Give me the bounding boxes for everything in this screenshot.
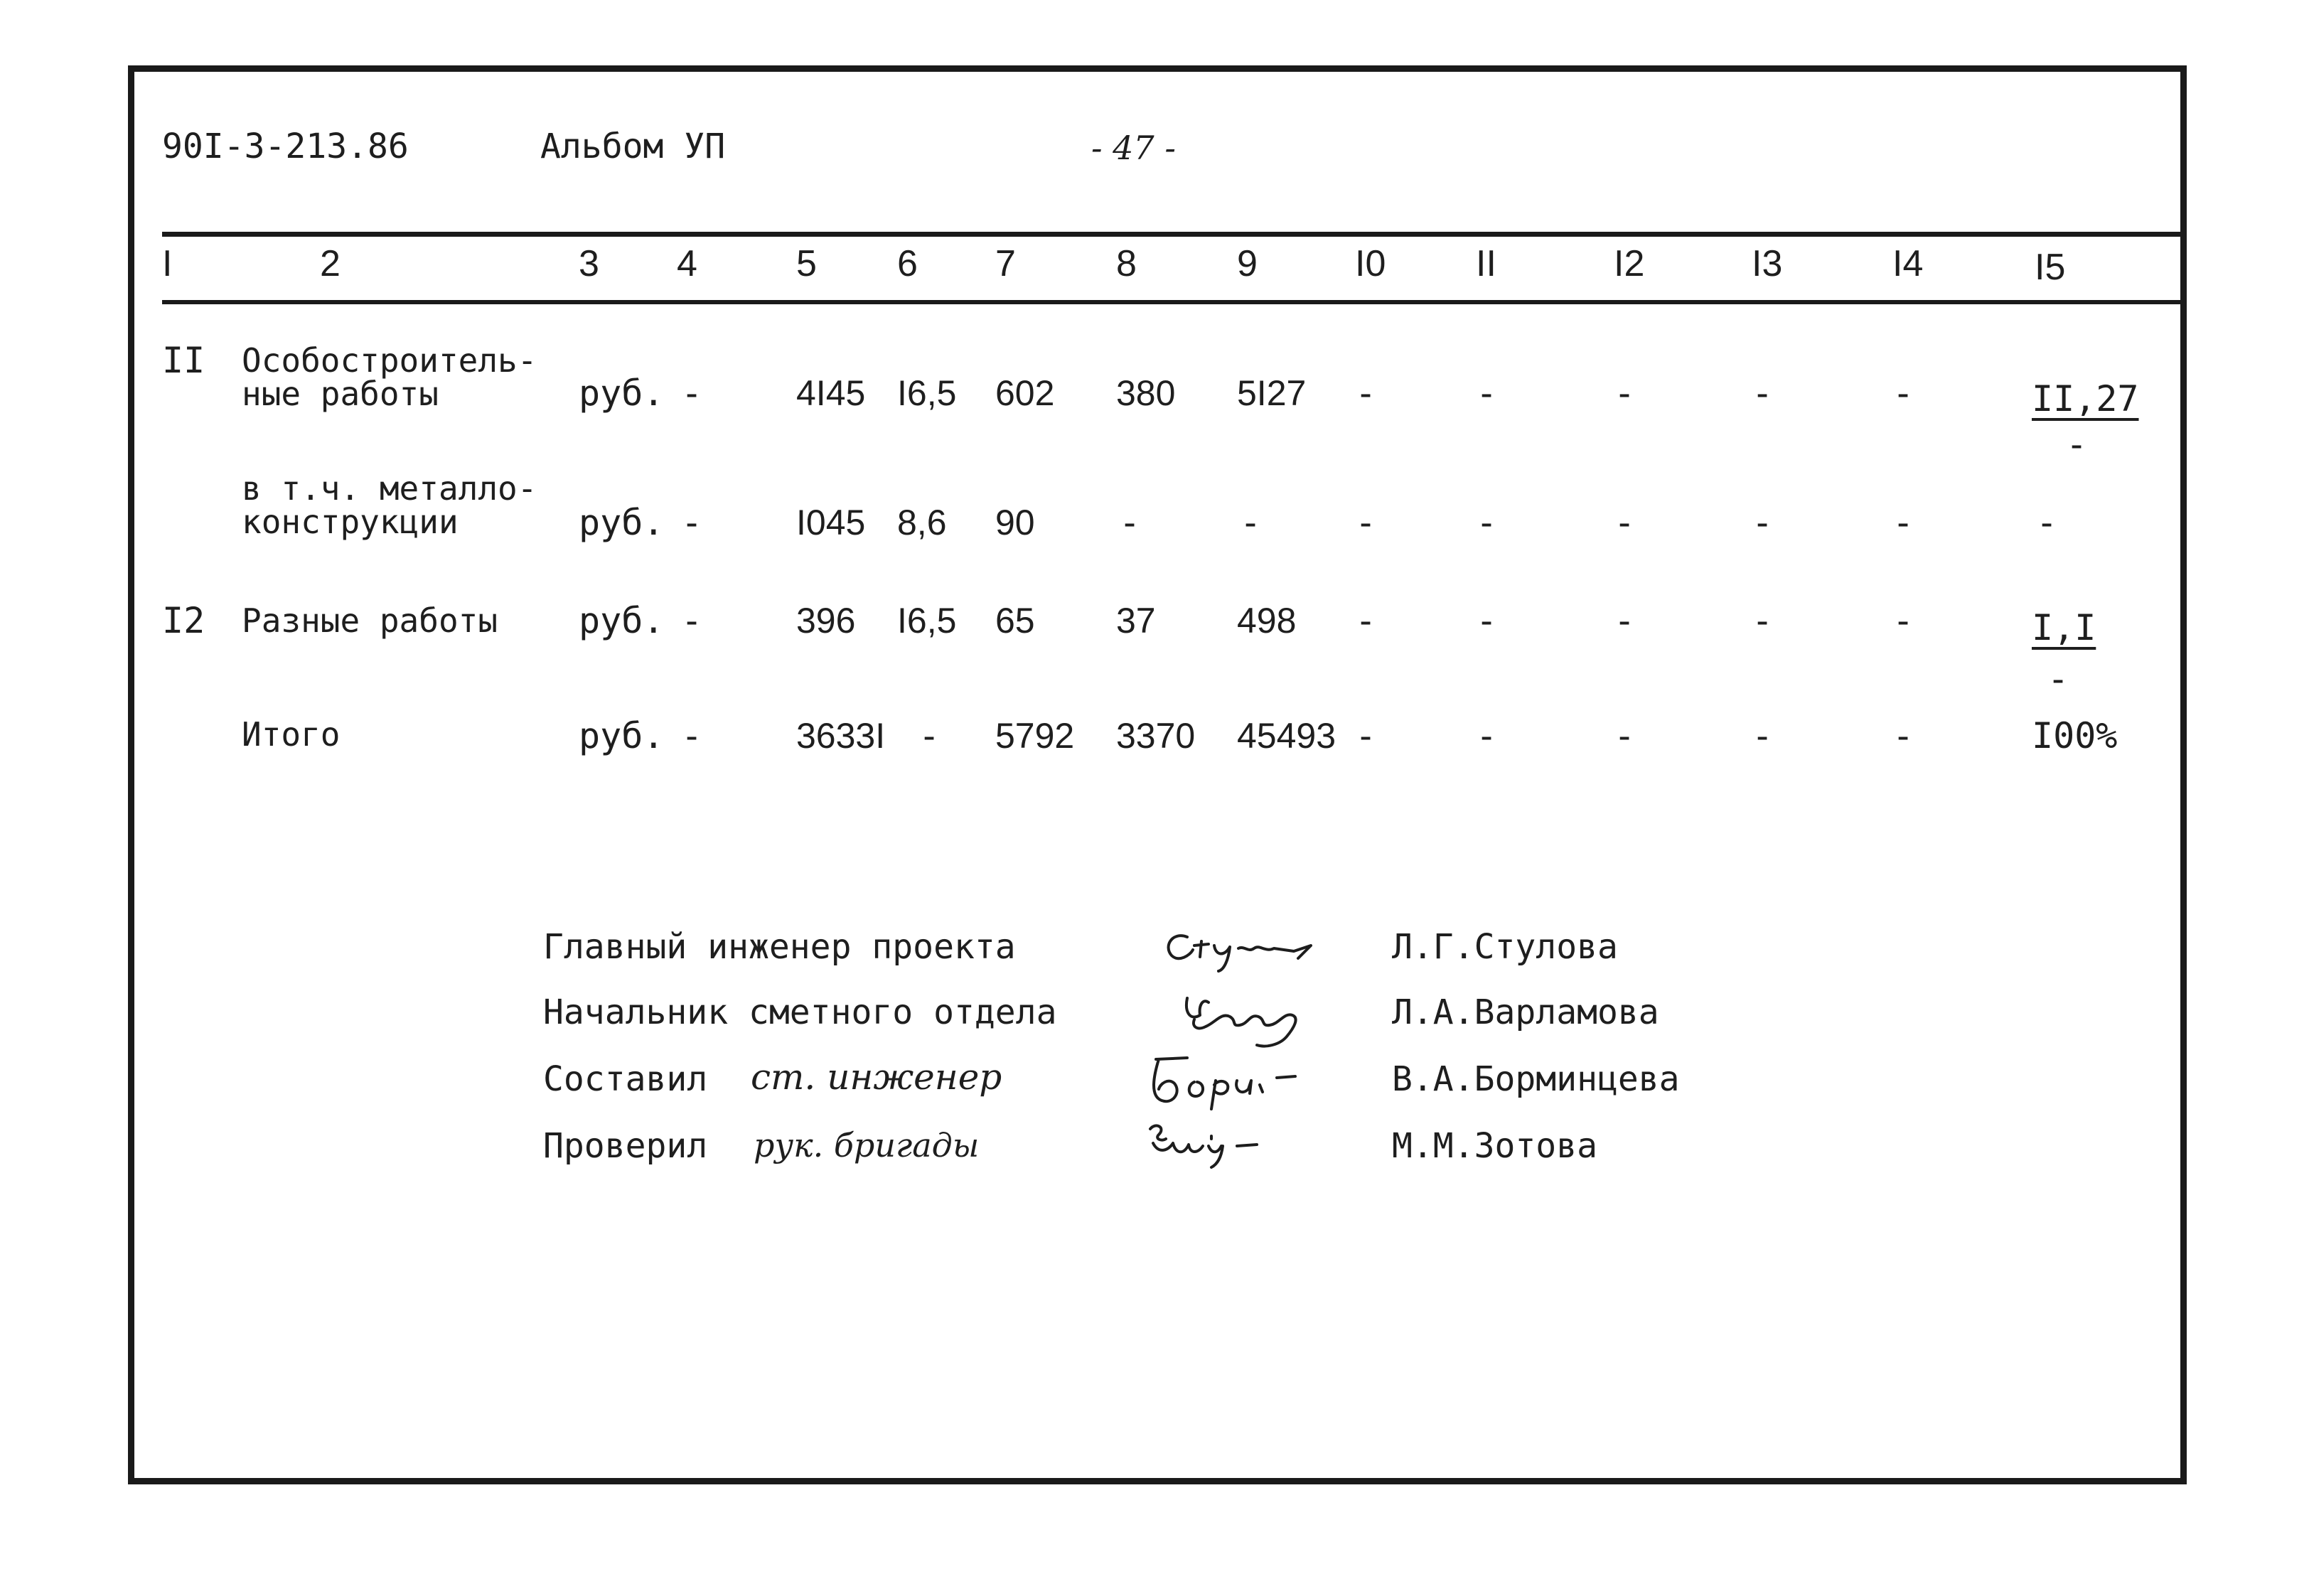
cell-col14: - xyxy=(1892,502,1914,543)
col-num-5: 5 xyxy=(796,243,817,284)
cell-col15: I,I xyxy=(2032,607,2096,648)
page-number: - 47 - xyxy=(1091,129,1176,167)
cell-col5: 3633I xyxy=(796,716,886,756)
col-num-8: 8 xyxy=(1116,243,1137,284)
col-num-14: I4 xyxy=(1892,243,1924,284)
col-num-6: 6 xyxy=(897,243,918,284)
cell-col10: - xyxy=(1355,600,1377,641)
cell-col9: 45493 xyxy=(1237,716,1336,756)
cell-col15: II,27 xyxy=(2032,378,2139,419)
cell-col8: 380 xyxy=(1116,373,1176,413)
cell-col4: - xyxy=(681,715,703,756)
col-num-3: 3 xyxy=(579,243,599,284)
cell-col14: - xyxy=(1892,373,1914,414)
signature-name: Л.А.Варламова xyxy=(1392,992,1659,1032)
row-name-line: Особостроитель- xyxy=(242,341,537,380)
cell-col9: - xyxy=(1240,502,1262,543)
cell-col8: - xyxy=(1119,502,1141,543)
signature-name: Л.Г.Стулова xyxy=(1392,927,1618,967)
col-num-4: 4 xyxy=(677,243,697,284)
col-num-2: 2 xyxy=(320,243,341,284)
signature-role: Начальник сметного отдела xyxy=(543,992,1057,1032)
cell-col6: 8,6 xyxy=(897,503,947,542)
cell-col5: 396 xyxy=(796,601,856,641)
row-name: Итого xyxy=(242,715,341,754)
col-num-11: II xyxy=(1476,243,1496,284)
table-top-rule xyxy=(162,232,2187,237)
col-num-7: 7 xyxy=(995,243,1016,284)
table-header-rule xyxy=(162,300,2187,304)
cell-col12: - xyxy=(1614,373,1636,414)
page-frame xyxy=(128,65,2187,1484)
signature-varlamova-icon xyxy=(1166,984,1344,1055)
cell-col7: 65 xyxy=(995,601,1035,641)
cell-col6: - xyxy=(918,715,941,756)
cell-col5: 4I45 xyxy=(796,373,866,413)
unit: руб. xyxy=(579,373,665,414)
cell-col14: - xyxy=(1892,715,1914,756)
row-name: Разные работы xyxy=(242,601,498,640)
col-num-9: 9 xyxy=(1237,243,1258,284)
cell-col5: I045 xyxy=(796,503,866,542)
cell-col13: - xyxy=(1752,502,1774,543)
signature-role: Проверил xyxy=(543,1126,708,1166)
row-name-line: в т.ч. металло- xyxy=(242,469,537,508)
cell-col8: 37 xyxy=(1116,601,1156,641)
signature-role: Главный инженер проекта xyxy=(543,927,1016,967)
cell-col7: 5792 xyxy=(995,716,1075,756)
cell-col9: 5I27 xyxy=(1237,373,1307,413)
row-number: I2 xyxy=(162,600,205,641)
col-num-10: I0 xyxy=(1355,243,1386,284)
unit: руб. xyxy=(579,600,665,641)
cell-col6: I6,5 xyxy=(897,373,957,413)
signature-stulova-icon xyxy=(1159,924,1365,974)
unit: руб. xyxy=(579,502,665,543)
cell-col15: - xyxy=(2036,502,2058,543)
cell-col11: - xyxy=(1476,502,1498,543)
col-num-13: I3 xyxy=(1752,243,1783,284)
cell-col12: - xyxy=(1614,715,1636,756)
cell-col12: - xyxy=(1614,600,1636,641)
document-code: 90I-3-213.86 xyxy=(162,127,409,166)
cell-col7: 90 xyxy=(995,503,1035,542)
cell-col15: I00% xyxy=(2032,715,2118,756)
cell-col13: - xyxy=(1752,715,1774,756)
cell-col13: - xyxy=(1752,600,1774,641)
col-num-1: I xyxy=(162,243,173,284)
signature-position: рук. бригады xyxy=(754,1126,980,1164)
cell-col6: I6,5 xyxy=(897,601,957,641)
row-name-line: ные работы xyxy=(242,374,439,413)
signature-position: ст. инженер xyxy=(751,1056,1002,1098)
cell-col11: - xyxy=(1476,373,1498,414)
signature-zotova-icon xyxy=(1137,1115,1280,1172)
cell-col11: - xyxy=(1476,600,1498,641)
cell-col10: - xyxy=(1355,715,1377,756)
row-name xyxy=(242,469,537,541)
unit: руб. xyxy=(579,715,665,756)
cell-col13: - xyxy=(1752,373,1774,414)
cell-col4: - xyxy=(681,373,703,414)
col-num-12: I2 xyxy=(1614,243,1645,284)
cell-col7: 602 xyxy=(995,373,1055,413)
cell-col12: - xyxy=(1614,502,1636,543)
cell-col4: - xyxy=(681,502,703,543)
album-label: Альбом УП xyxy=(540,127,726,166)
cell-col10: - xyxy=(1355,502,1377,543)
cell-col15-extra: - xyxy=(2066,424,2088,465)
cell-col9: 498 xyxy=(1237,601,1297,641)
col-num-15: I5 xyxy=(2035,247,2066,288)
signature-borm-icon xyxy=(1137,1049,1322,1113)
row-name xyxy=(242,341,537,413)
signature-name: М.М.Зотова xyxy=(1392,1126,1597,1166)
signature-role: Составил xyxy=(543,1059,708,1099)
cell-col14: - xyxy=(1892,600,1914,641)
row-number: II xyxy=(162,340,205,381)
cell-col11: - xyxy=(1476,715,1498,756)
cell-col8: 3370 xyxy=(1116,716,1196,756)
cell-col15-extra: - xyxy=(2047,658,2069,700)
row-name-line: конструкции xyxy=(242,502,459,541)
cell-col10: - xyxy=(1355,373,1377,414)
cell-col4: - xyxy=(681,600,703,641)
signature-name: В.А.Борминцева xyxy=(1392,1059,1680,1099)
